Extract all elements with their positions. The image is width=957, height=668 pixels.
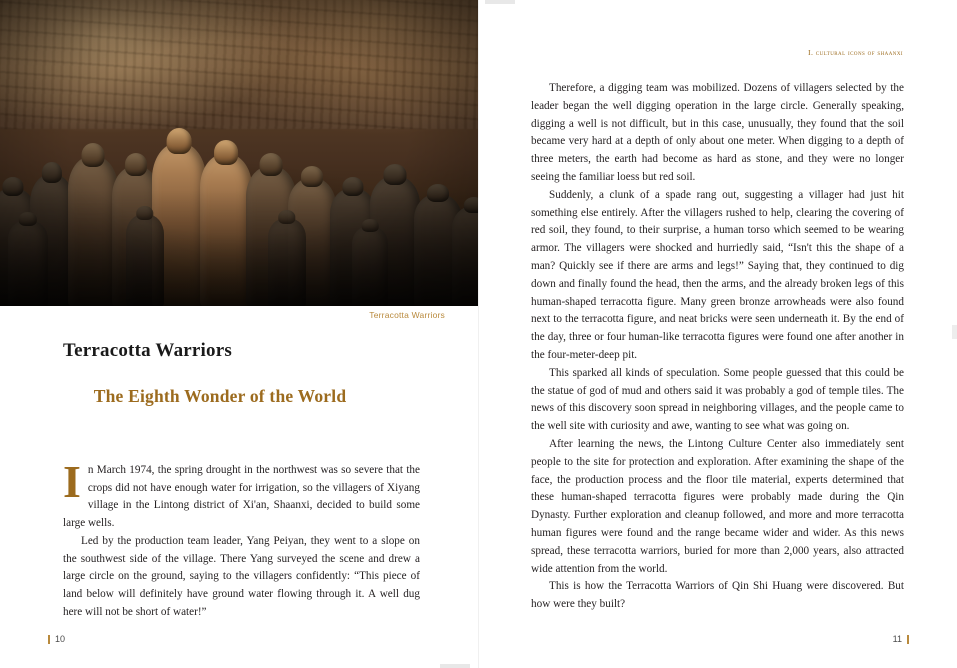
running-head-label: cultural icons of shaanxi xyxy=(815,48,903,57)
drop-cap: I xyxy=(63,456,81,507)
page-edge-right xyxy=(952,325,957,339)
page-edge-top xyxy=(485,0,515,4)
folio-rule-icon xyxy=(907,635,909,644)
paragraph: After learning the news, the Lintong Culture Center also immediately sent people to the site for protection and exploration. After examining the shape of the face, the production process and the floor tile material, experts determined that these human-shaped terracotta figures were probably made during the Qin Dynasty. Further exploration and cleanup followed, and more and more terracotta human figures were found and the range became wider and wider. As this news spread, these terracotta warriors, buried for more than 2,000 years, also attracted wide attention from the world. xyxy=(531,437,904,575)
page-title: Terracotta Warriors xyxy=(63,340,232,361)
page-number-left xyxy=(48,634,65,644)
photo-caption: Terracotta Warriors xyxy=(369,310,445,320)
page-edge-bottom xyxy=(440,664,470,668)
page-subtitle: The Eighth Wonder of the World xyxy=(93,386,347,406)
photo-vignette xyxy=(0,0,478,306)
right-page xyxy=(478,0,957,668)
paragraph-text: n March 1974, the spring drought in the northwest was so severe that the crops did not have enough water for irrigation, so the villagers of Xiyang village in the Lintong district of Xi'an, Shaanxi, decided to build some large wells. xyxy=(63,464,420,530)
page-gutter xyxy=(478,0,479,668)
paragraph: This is how the Terracotta Warriors of Qin Shi Huang were discovered. But how were they built? xyxy=(531,580,904,611)
paragraph: Led by the production team leader, Yang Peiyan, they went to a slope on the southwest side of the village. There Yang surveyed the scene and drew a large circle on the ground, saying to the villagers confidently: “This piece of land below will definitely have ground water flowing through it. A well dug here will not be short of water!” xyxy=(63,534,420,618)
terracotta-warriors-photo xyxy=(0,0,478,306)
left-body-text xyxy=(63,456,420,621)
paragraph: This sparked all kinds of speculation. Some people guessed that this could be the statue of god of mud and others said it was probably a god of temple tiles. The news of this discovery soon spread in neighboring villages, and the people came to the well site with curiosity and awe, wanting to see what was going on. xyxy=(531,366,904,433)
paragraph: Suddenly, a clunk of a spade rang out, suggesting a villager had just hit something else entirely. After the villagers rushed to help, clearing the covering of red soil, they found, to their surprise, a human torso which seemed to be wearing armor. The villagers were shocked and hurriedly said, “Isn't this the shape of a man? Quickly see if there are arms and legs!” Saying that, they continued to dig down and finally found the head, then the arms, and the already broken legs of this human-shaped terracotta figure. Many green bronze arrowheads were also found next to the terracotta figure, and neat bricks were seen underneath it. By the end of the day, three or four human-like terracotta figures were found one after another in the four-meter-deep pit. xyxy=(531,188,904,361)
paragraph: Therefore, a digging team was mobilized. Dozens of villagers selected by the leader began the well digging operation in the large circle. Generally speaking, digging a well is not difficult, but in this case, unusually, they found that the soil became very hard at a depth of only about one meter. When digging to a depth of three meters, the earth had become as hard as stone, and they were no longer seeing the familiar loess but red soil. xyxy=(531,82,904,183)
page-number-right xyxy=(893,634,909,644)
left-page xyxy=(0,0,478,668)
running-head-number: I. xyxy=(807,48,814,57)
folio-number: 10 xyxy=(55,634,66,644)
paragraph xyxy=(63,456,420,533)
photo-canvas xyxy=(0,0,478,306)
right-body-text xyxy=(531,80,904,614)
folio-rule-icon xyxy=(48,635,50,644)
folio-number: 11 xyxy=(892,634,902,644)
running-head xyxy=(808,48,903,57)
